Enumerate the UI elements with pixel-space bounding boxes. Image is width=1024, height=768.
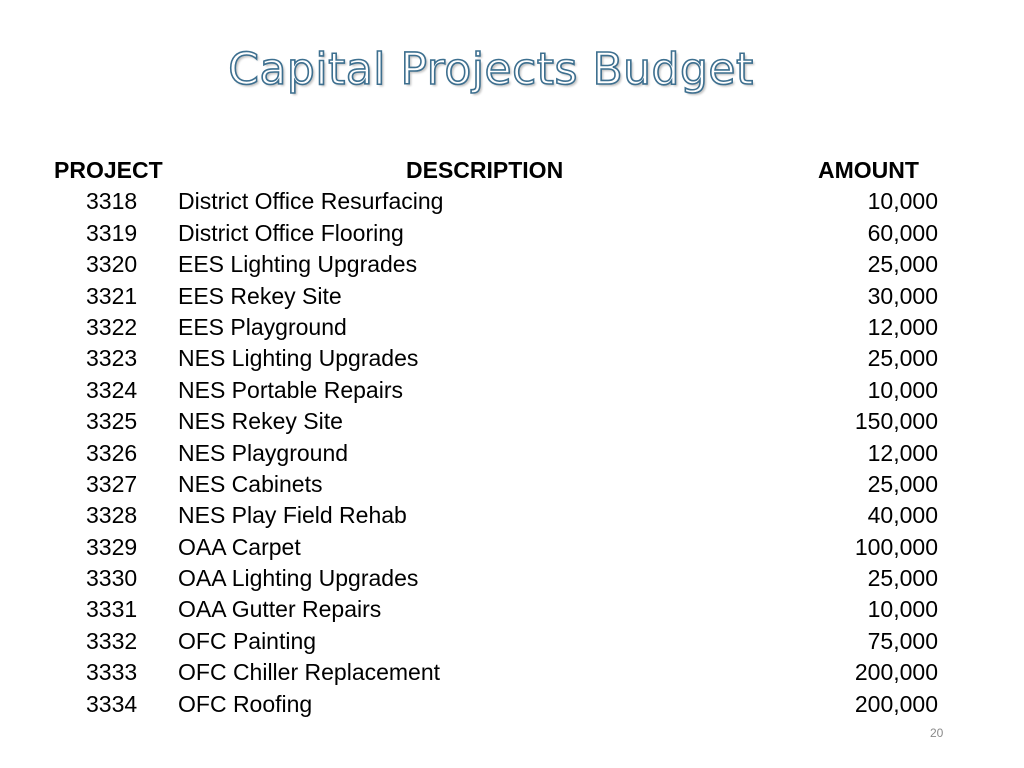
table-row: [54, 281, 944, 312]
project-amount: 10,000: [867, 596, 938, 623]
table-row: [54, 312, 944, 343]
project-description: NES Rekey Site: [178, 408, 343, 435]
table-row: [54, 594, 944, 625]
table-row: [54, 500, 944, 531]
header-amount: AMOUNT: [818, 157, 919, 183]
project-description: OFC Roofing: [178, 690, 313, 717]
table-row: [54, 186, 944, 217]
project-description: NES Playground: [178, 439, 349, 466]
project-number: 3324: [86, 376, 138, 403]
project-description: NES Lighting Upgrades: [178, 345, 419, 372]
project-number: 3328: [86, 502, 138, 529]
project-amount: 10,000: [867, 376, 938, 403]
project-amount: 200,000: [854, 659, 938, 686]
project-number: 3334: [86, 690, 138, 717]
project-description: OAA Gutter Repairs: [178, 596, 382, 623]
header-project: PROJECT: [54, 157, 163, 183]
project-number: 3323: [86, 345, 138, 372]
project-number: 3329: [86, 533, 138, 560]
project-description: EES Lighting Upgrades: [178, 251, 418, 278]
project-amount: 75,000: [867, 627, 938, 654]
table-row: [54, 563, 944, 594]
project-amount: 25,000: [867, 251, 938, 278]
page-number: 20: [930, 726, 944, 740]
project-amount: 25,000: [867, 565, 938, 592]
project-amount: 25,000: [867, 345, 938, 372]
project-number: 3327: [86, 470, 138, 497]
project-description: District Office Flooring: [178, 219, 404, 246]
project-description: OAA Carpet: [178, 533, 301, 560]
project-number: 3330: [86, 565, 138, 592]
project-amount: 100,000: [854, 533, 938, 560]
table-header-row: [54, 155, 944, 186]
project-amount: 25,000: [867, 470, 938, 497]
slide-title: Capital Projects Budget: [228, 44, 754, 95]
table-row: [54, 469, 944, 500]
project-amount: 60,000: [867, 219, 938, 246]
project-amount: 10,000: [867, 188, 938, 215]
project-number: 3326: [86, 439, 138, 466]
table-body: [54, 186, 944, 720]
table-row: [54, 532, 944, 563]
table-row: [54, 218, 944, 249]
project-description: OFC Chiller Replacement: [178, 659, 441, 686]
table-row: [54, 343, 944, 374]
table-row: [54, 249, 944, 280]
project-number: 3321: [86, 282, 138, 309]
table-row: [54, 375, 944, 406]
project-amount: 40,000: [867, 502, 938, 529]
project-description: OFC Painting: [178, 627, 317, 654]
project-description: EES Rekey Site: [178, 282, 342, 309]
project-description: OAA Lighting Upgrades: [178, 565, 419, 592]
project-number: 3322: [86, 313, 138, 340]
table-row: [54, 406, 944, 437]
project-description: NES Portable Repairs: [178, 376, 403, 403]
project-number: 3318: [86, 188, 138, 215]
project-description: District Office Resurfacing: [178, 188, 444, 215]
table-row: [54, 689, 944, 720]
header-description: DESCRIPTION: [406, 157, 564, 183]
project-number: 3325: [86, 408, 138, 435]
project-number: 3319: [86, 219, 138, 246]
project-number: 3320: [86, 251, 138, 278]
project-description: NES Cabinets: [178, 470, 323, 497]
project-amount: 150,000: [854, 408, 938, 435]
project-number: 3333: [86, 659, 138, 686]
project-amount: 12,000: [867, 313, 938, 340]
project-amount: 30,000: [867, 282, 938, 309]
project-description: EES Playground: [178, 313, 347, 340]
project-amount: 200,000: [854, 690, 938, 717]
project-number: 3332: [86, 627, 138, 654]
project-description: NES Play Field Rehab: [178, 502, 407, 529]
project-amount: 12,000: [867, 439, 938, 466]
table-row: [54, 438, 944, 469]
table-row: [54, 657, 944, 688]
table-row: [54, 626, 944, 657]
project-number: 3331: [86, 596, 138, 623]
budget-table: [54, 155, 944, 720]
